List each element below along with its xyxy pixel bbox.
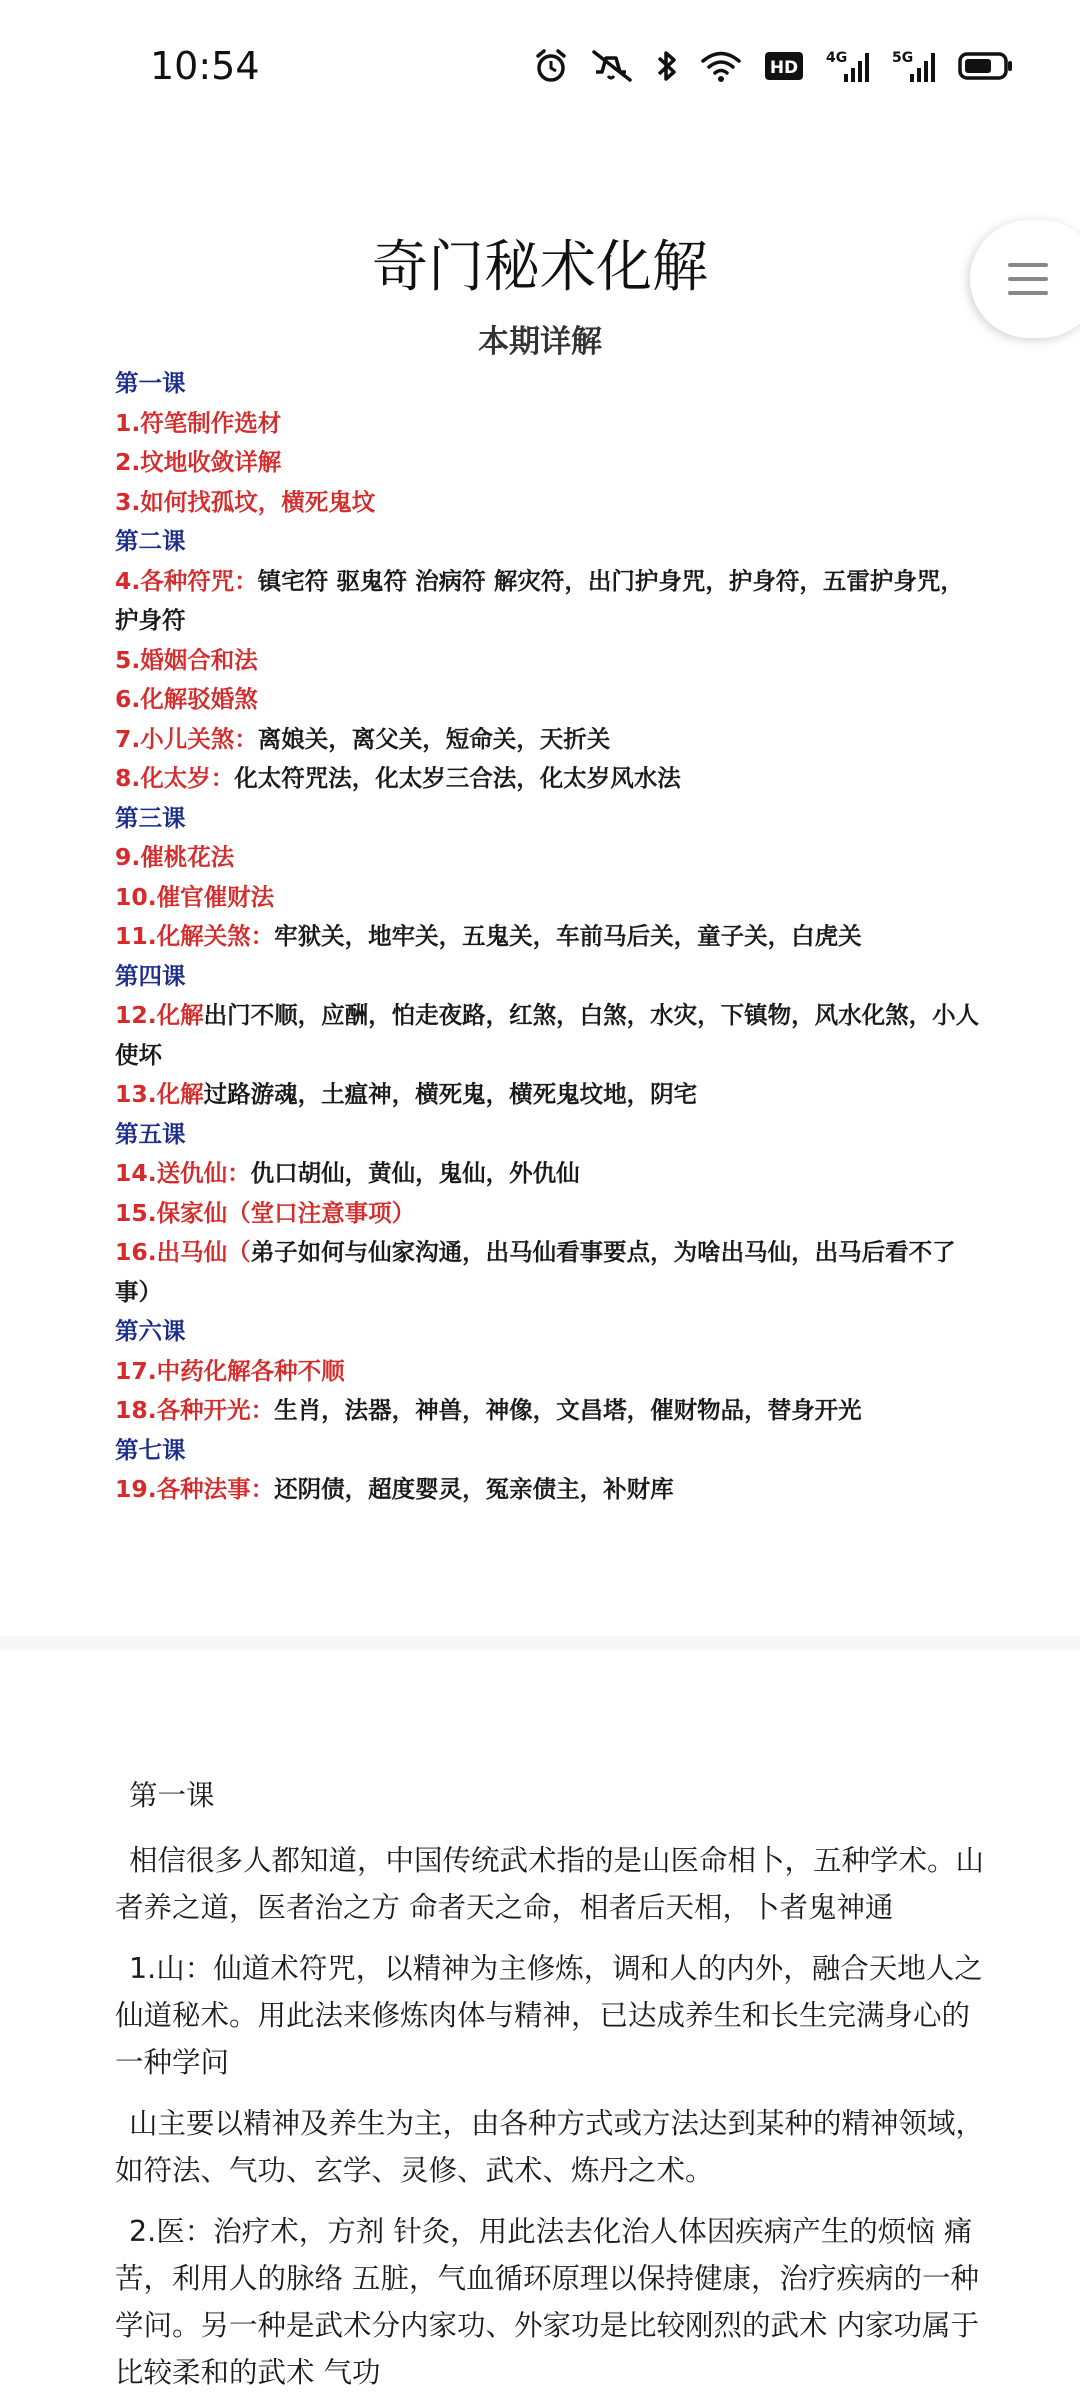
alarm-icon	[534, 48, 568, 84]
outline-item-body: 弟子如何与仙家沟通，出马仙看事要点，为啥出马仙，出马后看不了事）	[115, 1238, 956, 1306]
outline-item-head: 10.催官催财法	[115, 882, 275, 911]
outline-item	[115, 1075, 985, 1115]
outline-item	[115, 1154, 985, 1194]
outline-item	[115, 1352, 985, 1392]
outline-item-body: 化太符咒法，化太岁三合法，化太岁风水法	[234, 764, 681, 792]
outline-item-body: 过路游魂，土瘟神，横死鬼，横死鬼坟地，阴宅	[203, 1080, 698, 1108]
outline-item-head: 15.保家仙（堂口注意事项）	[115, 1198, 416, 1227]
battery-icon	[958, 50, 1014, 82]
outline-item-head: 1.符笔制作选材	[115, 408, 282, 437]
outline-item-head: 2.坟地收敛详解	[115, 448, 282, 476]
signal-5g-icon	[892, 48, 936, 84]
outline-item	[115, 720, 985, 760]
lesson-label: 第七课	[115, 1435, 186, 1464]
outline-item-body: 仇口胡仙，黄仙，鬼仙，外仇仙	[250, 1159, 580, 1187]
lesson-label: 第五课	[115, 1119, 186, 1148]
outline-item-head: 6.化解驳婚煞	[115, 685, 258, 713]
outline-item-head: 17.中药化解各种不顺	[115, 1356, 345, 1385]
status-icons	[534, 46, 1014, 86]
outline-item	[115, 1233, 985, 1312]
outline-item	[115, 562, 985, 641]
page-subtitle: 本期详解	[478, 324, 602, 360]
outline-lesson-heading	[115, 1312, 985, 1352]
signal-4g-icon	[826, 48, 870, 84]
svg-text:5G: 5G	[892, 50, 914, 66]
outline-item	[115, 1194, 985, 1234]
lesson-label: 第六课	[115, 1317, 186, 1345]
outline-item-head: 8.化太岁：	[115, 764, 235, 792]
outline-lesson-heading	[115, 799, 985, 839]
outline-item-head: 18.各种开光：	[115, 1396, 275, 1424]
outline-item-head: 9.催桃花法	[115, 843, 235, 871]
outline-item-head: 7.小儿关煞：	[115, 724, 258, 753]
outline-item	[115, 443, 985, 483]
svg-text:HD: HD	[769, 58, 799, 78]
outline-item-head: 3.如何找孤坟，横死鬼坟	[115, 487, 376, 516]
outline-item-body: 还阴债，超度婴灵，冤亲债主，补财库	[274, 1475, 674, 1503]
outline-item-head: 11.化解关煞：	[115, 922, 275, 950]
outline-item	[115, 641, 985, 681]
status-time: 10:54	[150, 44, 260, 88]
lesson-label: 第三课	[115, 803, 186, 832]
lesson-label: 第二课	[115, 527, 186, 555]
lesson-label: 第四课	[115, 961, 186, 990]
outline-lesson-heading	[115, 364, 985, 404]
outline-lesson-heading	[115, 522, 985, 562]
article-paragraph: 1.山：仙道术符咒，以精神为主修炼，调和人的内外，融合天地人之仙道秘术。用此法来修炼肉体与精神，已达成养生和长生完满身心的一种学问	[115, 1952, 983, 2079]
mute-icon	[590, 48, 634, 84]
svg-text:4G: 4G	[826, 50, 848, 66]
outline-lesson-heading	[115, 1115, 985, 1155]
lesson-label: 第一课	[115, 369, 186, 397]
outline-item-body: 生肖，法器，神兽，神像，文昌塔，催财物品，替身开光	[274, 1396, 862, 1424]
outline-item-head: 5.婚姻合和法	[115, 645, 258, 674]
status-bar	[0, 0, 1080, 108]
article-paragraph: 山主要以精神及养生为主，由各种方式或方法达到某种的精神领域，如符法、气功、玄学、灵修、武术、炼丹之术。	[115, 2107, 985, 2187]
outline-item	[115, 838, 985, 878]
outline-lesson-heading	[115, 957, 985, 997]
outline-card	[0, 108, 1080, 1636]
hd-icon	[764, 50, 804, 82]
outline-item-body: 离娘关，离父关，短命关，天折关	[257, 724, 611, 753]
outline-item-head: 19.各种法事：	[115, 1475, 275, 1503]
outline-item-head: 16.出马仙（	[115, 1238, 251, 1266]
outline-item	[115, 404, 985, 444]
outline-item	[115, 917, 985, 957]
article-body	[115, 1772, 995, 2400]
outline-item-head: 14.送仇仙：	[115, 1159, 251, 1187]
article-paragraph: 相信很多人都知道，中国传统武术指的是山医命相卜，五种学术。山者养之道，医者治之方 命者天之命，相者后天相，卜者鬼神通	[115, 1844, 985, 1924]
wifi-icon	[700, 48, 742, 84]
outline-item-head: 12.化解	[115, 1001, 204, 1029]
article-lesson-title: 第一课	[129, 1779, 215, 1812]
outline-item	[115, 1391, 985, 1431]
outline-item-body: 镇宅符 驱鬼符 治病符 解灾符，出门护身咒，护身符，五雷护身咒，护身符	[115, 566, 964, 634]
outline-item	[115, 759, 985, 799]
outline-item	[115, 680, 985, 720]
outline-item	[115, 1470, 985, 1510]
outline-item-head: 4.各种符咒：	[115, 566, 258, 595]
outline-item-body: 出门不顺，应酬，怕走夜路，红煞，白煞，水灾，下镇物，风水化煞，小人使坏	[115, 1001, 980, 1069]
page-title: 奇门秘术化解	[372, 235, 708, 300]
bluetooth-icon	[656, 48, 678, 84]
outline-item	[115, 483, 985, 523]
outline-item	[115, 996, 985, 1075]
outline-lesson-heading	[115, 1431, 985, 1471]
outline-item-body: 牢狱关，地牢关，五鬼关，车前马后关，童子关，白虎关	[274, 922, 862, 950]
article-card	[0, 1650, 1080, 2400]
course-outline	[115, 364, 985, 1510]
article-paragraph: 2.医：治疗术，方剂 针灸，用此法去化治人体因疾病产生的烦恼 痛苦，利用人的脉络 五脏，气血循环原理以保持健康，治疗疾病的一种学问。另一种是武术分内家功、外家功是比较刚烈的武术 内家功属于比较柔和的武术 气功	[115, 2215, 980, 2389]
outline-item-head: 13.化解	[115, 1080, 204, 1108]
outline-item	[115, 878, 985, 918]
